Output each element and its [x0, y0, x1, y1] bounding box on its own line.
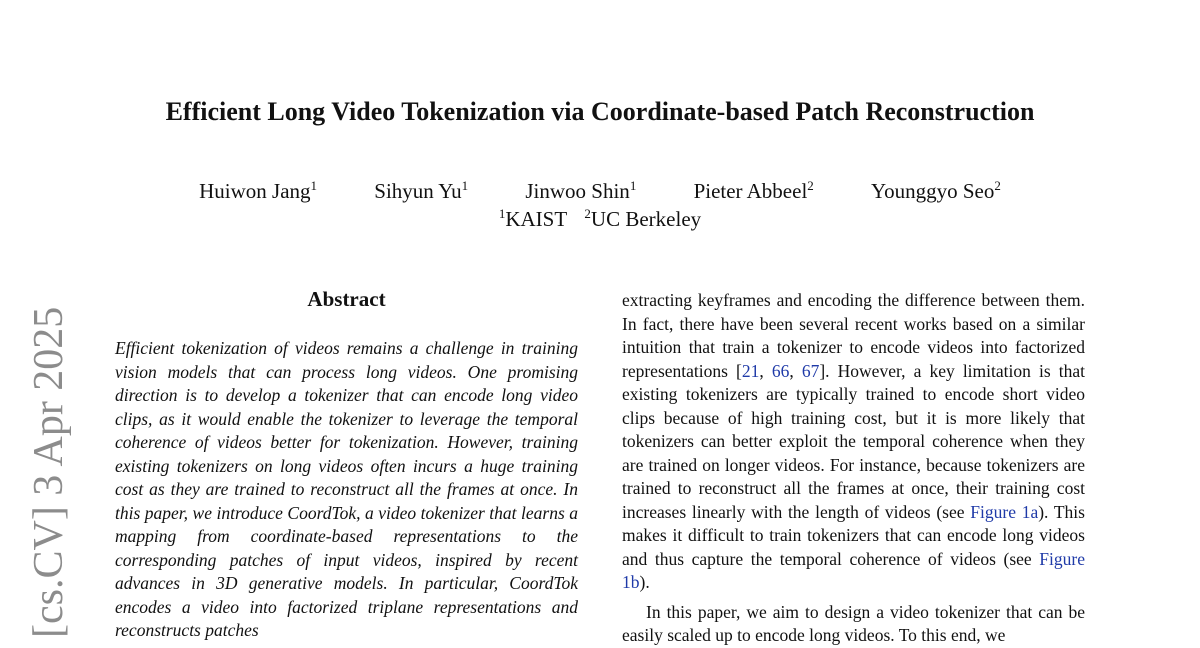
author-list: [0, 178, 1200, 204]
abstract-heading: Abstract: [307, 287, 386, 311]
author-name: Huiwon Jang: [199, 179, 311, 203]
author: [694, 178, 814, 204]
arxiv-stamp-text: [cs.CV] 3 Apr 2025: [26, 306, 72, 638]
author-affil-mark: 2: [994, 178, 1001, 193]
body-column-right: [622, 289, 1085, 648]
affiliation-name: KAIST: [505, 207, 568, 231]
citation-link[interactable]: 21: [741, 360, 760, 381]
abstract-text: Efficient tokenization of videos remains a challenge in training vision models that can process long videos. One promising direction is to develop a tokenizer that can encode long video clips, as it would enable the tokenizer to leverage the temporal coherence of videos better for tokenization. However, training existing tokenizers on long videos often incurs a huge training cost as they are trained to reconstruct all the frames at once. In this paper, we introduce CoordTok, a video tokenizer that learns a mapping from coordinate-based representations to the corresponding patches of input videos, inspired by recent advances in 3D generative models. In particular, CoordTok encodes a video into factorized triplane representations and reconstructs patches: [115, 338, 578, 640]
body-text: ]. However, a key limitation is that existing tokenizers are typically trained to encode short video clips because of high training cost, but it is more likely that tokenizers can better exploit the temporal coherence when they are trained on longer videos. For instance, because tokenizers are trained to reconstruct all the frames at once, their training cost increases linearly with the length of videos (see: [622, 360, 1086, 522]
author-name: Sihyun Yu: [374, 179, 462, 203]
author-affil-mark: 1: [629, 178, 637, 193]
citation-link[interactable]: 66: [771, 360, 790, 381]
body-text: ).: [639, 572, 650, 592]
author-name: Pieter Abbeel: [693, 179, 808, 203]
author: [199, 178, 317, 204]
author: [871, 178, 1001, 204]
author: [525, 178, 636, 204]
author-affil-mark: 1: [310, 178, 318, 193]
affiliation: [584, 207, 701, 231]
affiliation: [499, 207, 567, 231]
body-text: ). This makes it difficult to train tokenizers that can encode long videos and thus capture the temporal coherence of videos (see: [622, 501, 1085, 569]
body-text: extracting keyframes and encoding the difference between them. In fact, there have been several recent works based on a similar intuition that train a tokenizer to encode videos into factorized representations [: [622, 290, 1085, 381]
body-paragraph: In this paper, we aim to design a video tokenizer that can be easily scaled up to encode long videos. To this end, we: [622, 601, 1085, 645]
body-paragraph: extracting keyframes and encoding the difference between them. In fact, there have been several recent works based on a similar intuition that train a tokenizer to encode videos into factorized representations [21, 66, 67]. However, a key limitation is that existing tokenizers are typically trained to encode short video clips because of high training cost, but it is more likely that tokenizers can better exploit the temporal coherence when they are trained on longer videos. For instance, because tokenizers are trained to reconstruct all the frames at once, their training cost increases linearly with the length of videos (see Figure 1a). This makes it difficult to train tokenizers that can encode long videos and thus capture the temporal coherence of videos (see Figure 1b).: [622, 290, 1086, 592]
figure-link[interactable]: Figure 1a: [970, 501, 1039, 522]
author-affil-mark: 2: [807, 178, 814, 193]
author-name: Younggyo Seo: [871, 179, 995, 203]
affiliation-number: 1: [498, 206, 506, 221]
figure-link[interactable]: Figure 1b: [622, 548, 1085, 592]
author: [374, 178, 468, 204]
affiliation-number: 2: [584, 206, 591, 221]
affiliation-name: UC Berkeley: [590, 207, 702, 231]
paper-title: Efficient Long Video Tokenization via Coordinate-based Patch Reconstruction: [165, 97, 1035, 126]
arxiv-stamp: [26, 306, 72, 638]
author-name: Jinwoo Shin: [525, 179, 630, 203]
author-affil-mark: 1: [461, 178, 469, 193]
citation-link[interactable]: 67: [801, 360, 820, 381]
affiliation-list: [0, 206, 1200, 232]
